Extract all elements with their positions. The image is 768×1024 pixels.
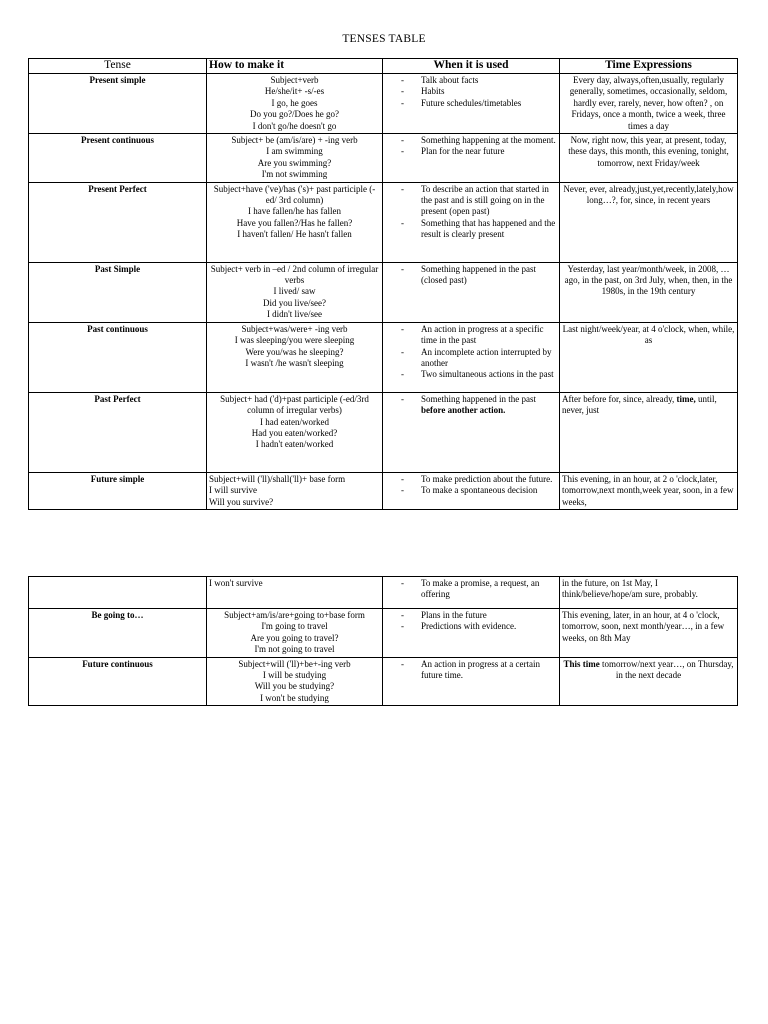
when-used bbox=[383, 322, 560, 392]
form-line: Subject+will ('ll)+be+-ing verb bbox=[238, 658, 351, 669]
form-line: Are you swimming? bbox=[257, 157, 332, 168]
document-title: TENSES TABLE bbox=[342, 33, 426, 45]
time-text: After before for, since, already, bbox=[562, 393, 675, 404]
tense-name: Present continuous bbox=[29, 134, 207, 183]
time-emphasis: This time bbox=[563, 658, 600, 669]
usage-item: - Plan for the near future bbox=[385, 146, 557, 157]
form-line: Were you/was he sleeping? bbox=[245, 346, 344, 357]
tense-name: Present Perfect bbox=[29, 182, 207, 262]
form-line: Did you live/see? bbox=[263, 297, 326, 308]
table-row bbox=[29, 657, 738, 706]
table-row bbox=[29, 609, 738, 658]
table-row bbox=[29, 472, 738, 509]
form-line: Subject+verb bbox=[270, 75, 319, 85]
tense-name: Future simple bbox=[29, 472, 207, 509]
usage-item: - An action in progress at a specific time in the past bbox=[385, 324, 557, 347]
usage-item: - Something happened in the past (closed past) bbox=[385, 264, 557, 287]
table-row bbox=[29, 182, 738, 262]
usage-item: - Something that has happened and the result is clearly present bbox=[385, 218, 557, 241]
time-expressions bbox=[560, 657, 738, 706]
form-line: Have you fallen?/Has he fallen? bbox=[236, 217, 353, 228]
form-line: Will you survive? bbox=[209, 496, 274, 507]
how-to-make bbox=[207, 609, 383, 658]
how-to-make bbox=[207, 657, 383, 706]
usage-item: - Future schedules/timetables bbox=[385, 98, 557, 109]
form-line: I wasn't /he wasn't sleeping bbox=[245, 357, 344, 368]
usage-item: - Predictions with evidence. bbox=[385, 621, 557, 632]
tenses-table-part-2 bbox=[28, 576, 738, 706]
how-to-make bbox=[207, 472, 383, 509]
form-line: I hadn't eaten/worked bbox=[255, 439, 334, 450]
when-used bbox=[383, 182, 560, 262]
time-text-rest: until, never, just bbox=[562, 393, 717, 416]
usage-item: - Something happening at the moment. bbox=[385, 135, 557, 146]
how-to-make bbox=[207, 74, 383, 134]
form-line: Will you be studying? bbox=[254, 681, 335, 692]
form-line: Do you go?/Does he go? bbox=[250, 109, 339, 120]
usage-item: - Plans in the future bbox=[385, 610, 557, 621]
form-line: I won't be studying bbox=[260, 692, 329, 703]
how-to-make bbox=[207, 182, 383, 262]
form-line: Subject+have ('ve)/has ('s)+ past participle (-ed/ 3rd column) bbox=[213, 183, 376, 206]
form-line: I haven't fallen/ He hasn't fallen bbox=[237, 229, 352, 240]
header-row bbox=[29, 59, 738, 74]
usage-item: - To describe an action that started in the past and is still going on in the present (open past) bbox=[385, 184, 557, 218]
form-line: I will survive bbox=[209, 485, 257, 496]
table-row bbox=[29, 392, 738, 472]
time-expressions: in the future, on 1st May, I think/believe/hope/am sure, probably. bbox=[560, 577, 738, 609]
form-line: I will be studying bbox=[262, 670, 327, 681]
when-used bbox=[383, 392, 560, 472]
form-line: Subject+ be (am/is/are) + -ing verb bbox=[231, 135, 358, 146]
when-used bbox=[383, 657, 560, 706]
how-to-make bbox=[207, 392, 383, 472]
form-line: I was sleeping/you were sleeping bbox=[234, 335, 355, 346]
header-when: When it is used bbox=[383, 59, 560, 74]
when-used bbox=[383, 577, 560, 609]
usage-item bbox=[385, 394, 557, 417]
form-line: I'm going to travel bbox=[261, 621, 328, 632]
when-used bbox=[383, 74, 560, 134]
form-line: Had you eaten/worked? bbox=[251, 427, 338, 438]
usage-text: Something happened in the past bbox=[421, 393, 536, 404]
tense-name bbox=[29, 577, 207, 609]
tense-name: Future continuous bbox=[29, 657, 207, 706]
how-to-make bbox=[207, 134, 383, 183]
form-line: He/she/it+ -s/-es bbox=[264, 86, 325, 97]
form-line: I'm not going to travel bbox=[254, 644, 335, 655]
usage-item: - To make a spontaneous decision bbox=[385, 485, 557, 496]
table-row bbox=[29, 322, 738, 392]
when-used bbox=[383, 472, 560, 509]
header-time: Time Expressions bbox=[560, 59, 738, 74]
usage-item: - Two simultaneous actions in the past bbox=[385, 369, 557, 380]
time-expressions bbox=[560, 392, 738, 472]
time-expressions: This evening, later, in an hour, at 4 o 'clock, tomorrow, soon, next month/year…, in a few weeks, on 8th May bbox=[560, 609, 738, 658]
form-line: Subject+was/were+ -ing verb bbox=[241, 323, 348, 334]
time-text-rest: tomorrow/next year…, on Thursday, in the next decade bbox=[602, 658, 734, 681]
usage-item: - Talk about facts bbox=[385, 75, 557, 86]
form-line: I go, he goes bbox=[271, 97, 318, 108]
time-expressions: Every day, always,often,usually, regularly generally, sometimes, occasionally, seldom, hardly ever, rarely, never, how often? , on Fridays, once a month, twice a week, three times a day bbox=[560, 74, 738, 134]
form-line: Subject+am/is/are+going to+base form bbox=[224, 610, 365, 620]
form-line: Subject+ verb in –ed / 2nd column of irregular verbs bbox=[210, 263, 379, 286]
tenses-table-part-1 bbox=[28, 58, 738, 510]
form-line: I don't go/he doesn't go bbox=[252, 120, 337, 131]
usage-item: - To make prediction about the future. bbox=[385, 474, 557, 485]
how-to-make bbox=[207, 262, 383, 322]
header-tense: Tense bbox=[29, 59, 207, 74]
tense-name: Be going to… bbox=[29, 609, 207, 658]
form-line: Subject+ had ('d)+past participle (-ed/3rd column of irregular verbs) bbox=[220, 393, 369, 416]
usage-item: - To make a promise, a request, an offering bbox=[385, 578, 557, 601]
time-expressions: This evening, in an hour, at 2 o 'clock,later, tomorrow,next month,week year, soon, in a few weeks, bbox=[560, 472, 738, 509]
time-expressions: Last night/week/year, at 4 o'clock, when, while, as bbox=[560, 322, 738, 392]
table-row bbox=[29, 134, 738, 183]
form-line: Subject+will ('ll)/shall('ll)+ base form bbox=[209, 473, 346, 484]
how-to-make bbox=[207, 577, 383, 609]
usage-item: - An incomplete action interrupted by another bbox=[385, 347, 557, 370]
form-line: I am swimming bbox=[266, 146, 323, 157]
usage-item: - An action in progress at a certain future time. bbox=[385, 659, 557, 682]
form-line: I have fallen/he has fallen bbox=[248, 206, 341, 217]
table-row bbox=[29, 74, 738, 134]
tense-name: Present simple bbox=[29, 74, 207, 134]
form-line: I won't survive bbox=[209, 578, 263, 588]
time-expressions: Now, right now, this year, at present, today, these days, this month, this evening, tonight, tomorrow, next Friday/week bbox=[560, 134, 738, 183]
when-used bbox=[383, 262, 560, 322]
when-used bbox=[383, 134, 560, 183]
form-line: I lived/ saw bbox=[273, 286, 316, 297]
tense-name: Past Perfect bbox=[29, 392, 207, 472]
form-line: I didn't live/see bbox=[266, 309, 323, 320]
time-expressions: Yesterday, last year/month/week, in 2008, … ago, in the past, on 3rd July, when, then, in the 1980s, in the 19th century bbox=[560, 262, 738, 322]
usage-emphasis: before another action. bbox=[421, 405, 506, 416]
header-how: How to make it bbox=[207, 59, 383, 74]
time-emphasis: time, bbox=[676, 393, 696, 404]
table-row bbox=[29, 262, 738, 322]
how-to-make bbox=[207, 322, 383, 392]
tense-name: Past Simple bbox=[29, 262, 207, 322]
time-expressions: Never, ever, already,just,yet,recently,lately,how long…?, for, since, in recent years bbox=[560, 182, 738, 262]
usage-item: - Habits bbox=[385, 86, 557, 97]
tense-name: Past continuous bbox=[29, 322, 207, 392]
form-line: Are you going to travel? bbox=[250, 632, 339, 643]
table-row bbox=[29, 577, 738, 609]
form-line: I had eaten/worked bbox=[260, 416, 329, 427]
when-used bbox=[383, 609, 560, 658]
form-line: I'm not swimming bbox=[261, 169, 328, 180]
